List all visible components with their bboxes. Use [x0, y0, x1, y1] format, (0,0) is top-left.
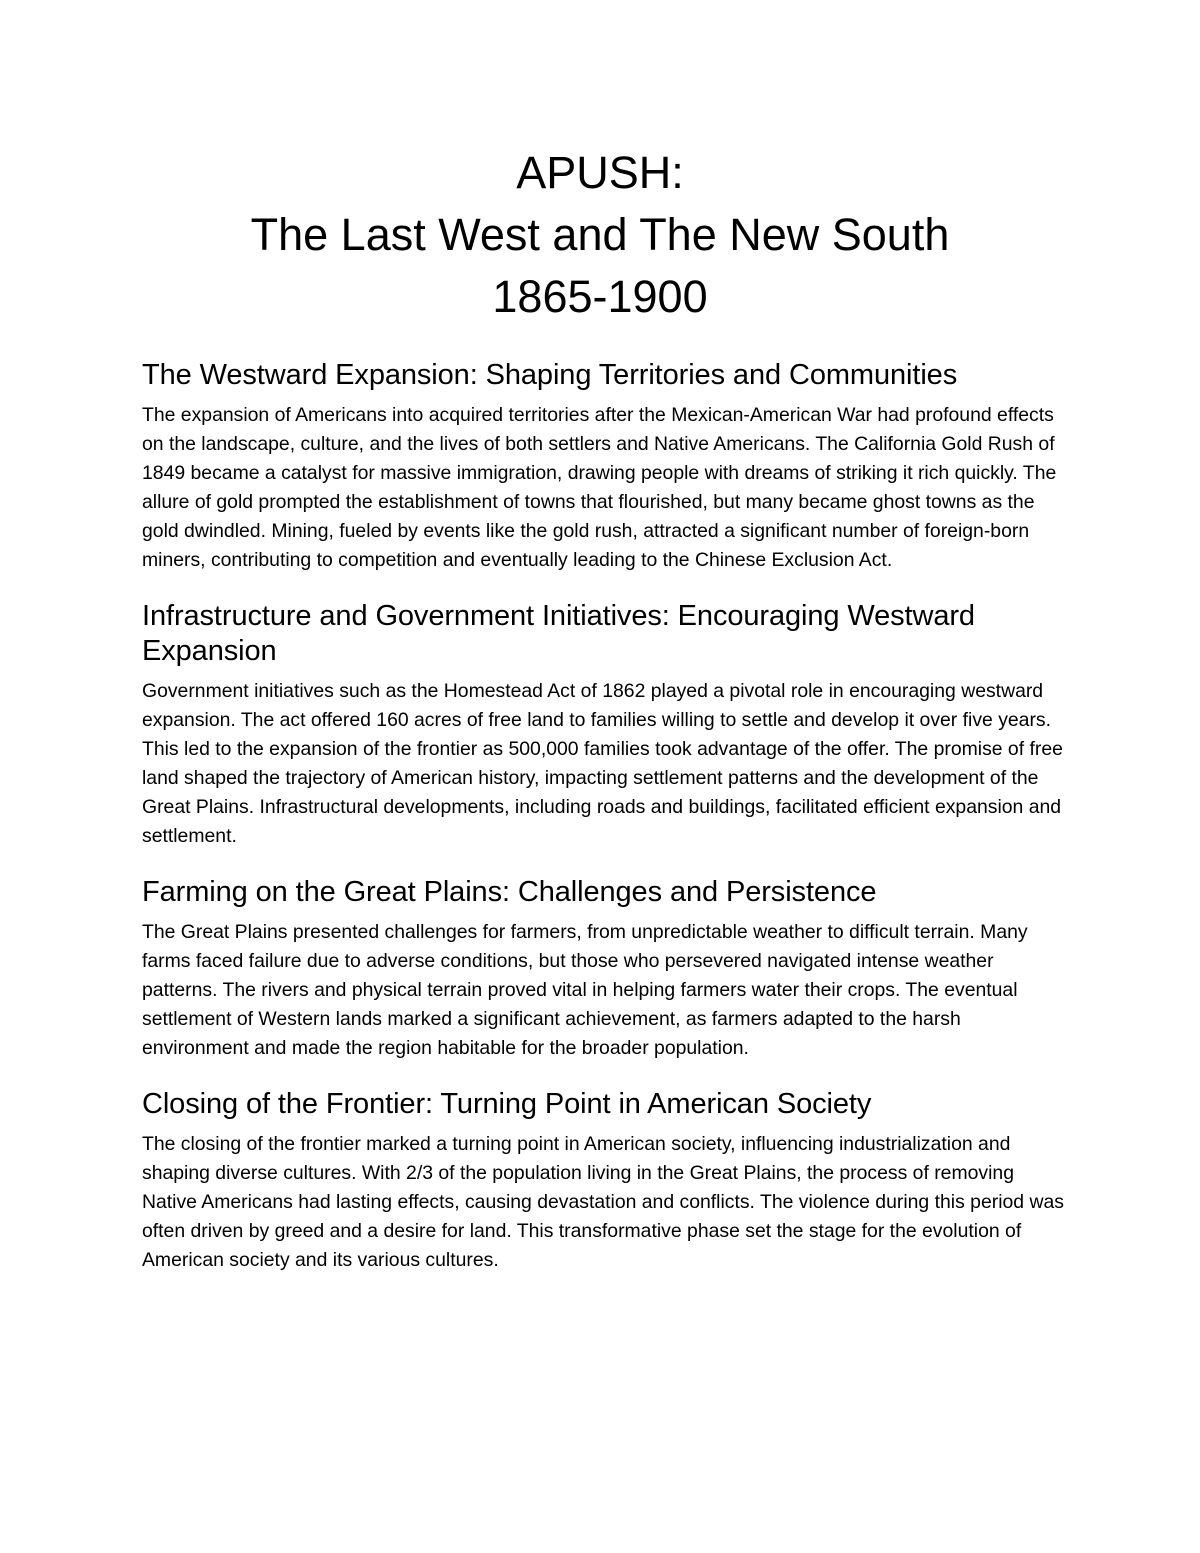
section-paragraph: The Great Plains presented challenges for farmers, from unpredictable weather to difficult terrain. Many farms faced failure due to adverse conditions, but those who persevered navigated intense weather patterns. The rivers and physical terrain proved vital in helping farmers water their crops. The eventual settlement of Western lands marked a significant achievement, as farmers adapted to the harsh environment and made the region habitable for the broader population.	[142, 921, 1028, 1059]
section-farming-great-plains	[142, 875, 1067, 1063]
title-line-years: 1865-1900	[492, 271, 708, 322]
section-westward-expansion	[142, 358, 1067, 575]
section-heading: The Westward Expansion: Shaping Territories and Communities	[142, 359, 958, 391]
section-heading: Farming on the Great Plains: Challenges and Persistence	[142, 876, 877, 908]
section-heading: Infrastructure and Government Initiatives: Encouraging Westward Expansion	[142, 600, 975, 667]
section-closing-frontier	[142, 1087, 1067, 1275]
document-content	[142, 358, 1067, 1299]
title-line-course: APUSH:	[516, 147, 684, 198]
title-line-topic: The Last West and The New South	[250, 209, 950, 260]
section-infrastructure-government	[142, 599, 1067, 851]
section-paragraph: The expansion of Americans into acquired territories after the Mexican-American War had profound effects on the landscape, culture, and the lives of both settlers and Native Americans. The California Gold Rush of 1849 became a catalyst for massive immigration, drawing people with dreams of striking it rich quickly. The allure of gold prompted the establishment of towns that flourished, but many became ghost towns as the gold dwindled. Mining, fueled by events like the gold rush, attracted a significant number of foreign-born miners, contributing to competition and eventually leading to the Chinese Exclusion Act.	[142, 404, 1057, 571]
section-heading: Closing of the Frontier: Turning Point in American Society	[142, 1088, 872, 1120]
document-title	[0, 142, 1200, 328]
section-paragraph: The closing of the frontier marked a turning point in American society, influencing industrialization and shaping diverse cultures. With 2/3 of the population living in the Great Plains, the process of removing Native Americans had lasting effects, causing devastation and conflicts. The violence during this period was often driven by greed and a desire for land. This transformative phase set the stage for the evolution of American society and its various cultures.	[142, 1133, 1064, 1271]
section-paragraph: Government initiatives such as the Homestead Act of 1862 played a pivotal role in encouraging westward expansion. The act offered 160 acres of free land to families willing to settle and develop it over five years. This led to the expansion of the frontier as 500,000 families took advantage of the offer. The promise of free land shaped the trajectory of American history, impacting settlement patterns and the development of the Great Plains. Infrastructural developments, including roads and buildings, facilitated efficient expansion and settlement.	[142, 680, 1063, 847]
